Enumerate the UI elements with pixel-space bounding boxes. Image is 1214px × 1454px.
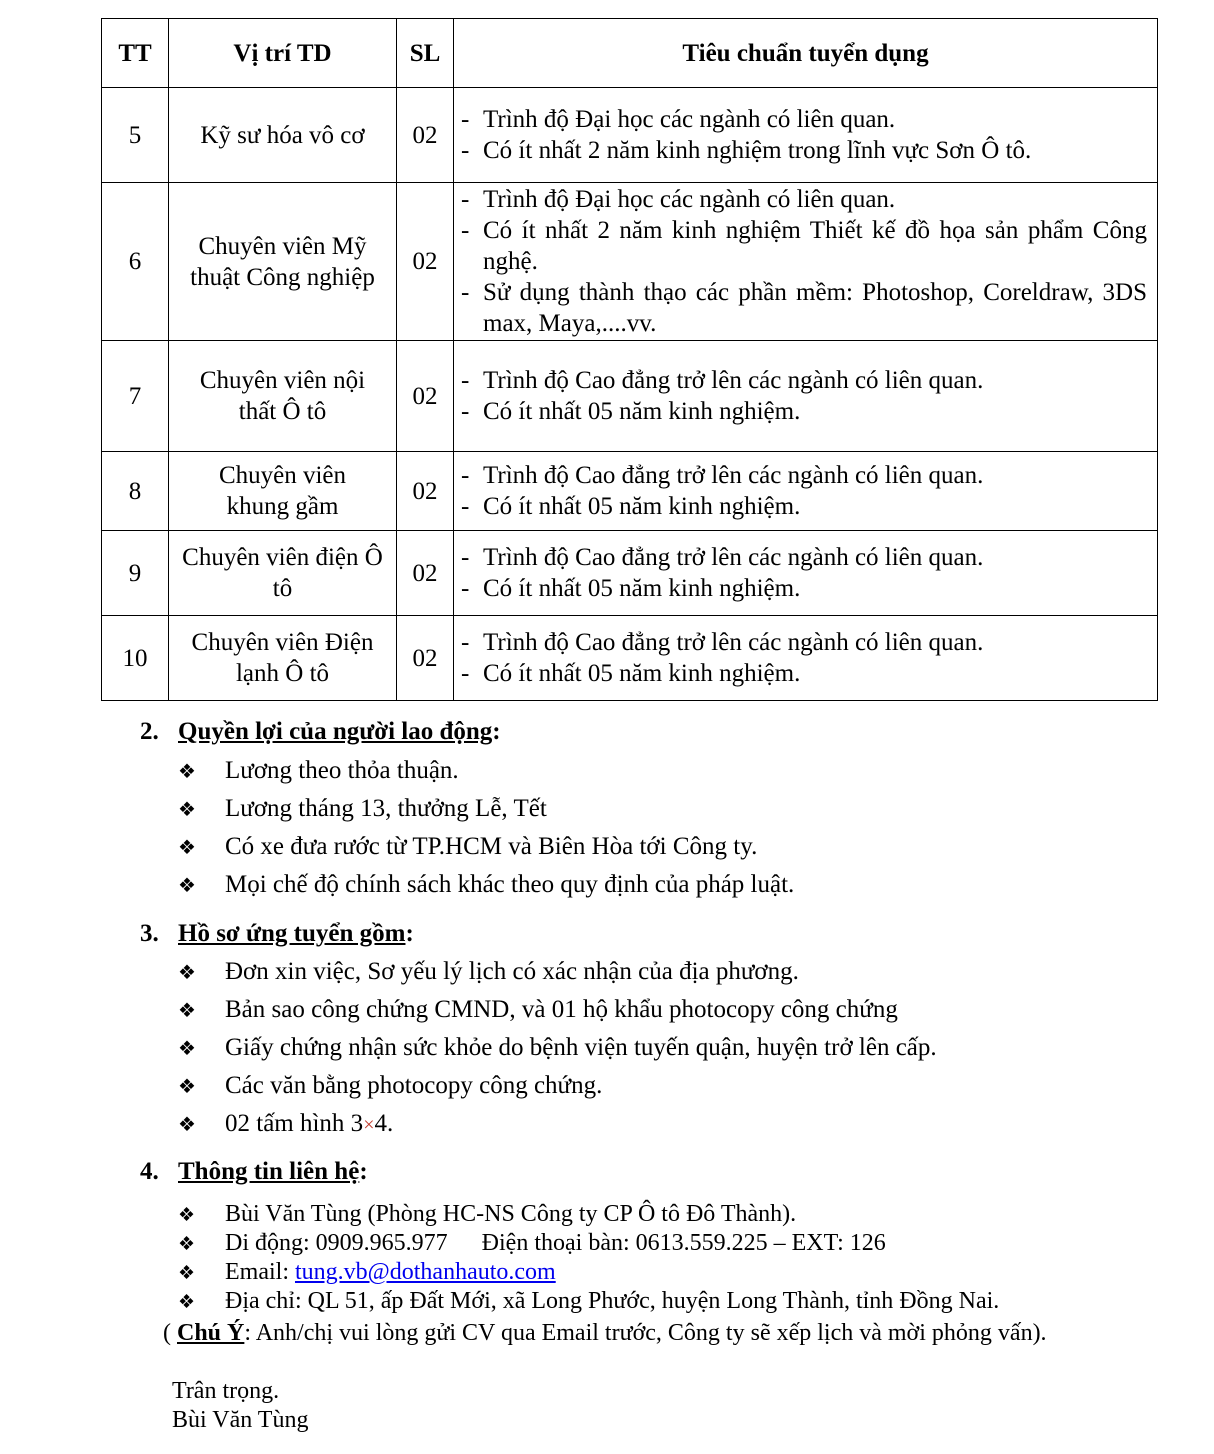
list-item [178, 1201, 999, 1230]
section-benefits-heading: 2. Quyền lợi của người lao động: [140, 718, 501, 745]
requirement-item: Có ít nhất 05 năm kinh nghiệm. [483, 493, 801, 520]
diamond-bullet-icon: ❖ [178, 1263, 196, 1284]
section-number: 4. [140, 1158, 159, 1185]
requirement-item: Trình độ Đại học các ngành có liên quan. [483, 106, 896, 133]
table-row [102, 531, 1158, 616]
diamond-bullet-icon: ❖ [178, 1000, 196, 1022]
row-position: Chuyên viên Điện lạnh Ô tô [169, 616, 397, 701]
table-row [102, 341, 1158, 452]
diamond-bullet-icon: ❖ [178, 1234, 196, 1255]
header-tt: TT [102, 19, 169, 88]
table-header-row [102, 19, 1158, 88]
list-item: ❖ Giấy chứng nhận sức khỏe do bệnh viện tuyến quận, huyện trở lên cấp. [178, 1034, 937, 1061]
section-contact-heading: 4. Thông tin liên hệ: [140, 1158, 368, 1185]
requirement-item: Có ít nhất 05 năm kinh nghiệm. [483, 575, 801, 602]
row-sl: 02 [397, 616, 454, 701]
requirement-item: Trình độ Cao đẳng trở lên các ngành có liên quan. [483, 544, 984, 571]
row-tt: 7 [102, 341, 169, 452]
diamond-bullet-icon: ❖ [178, 837, 196, 859]
row-position: Chuyên viên nội thất Ô tô [169, 341, 397, 452]
row-tt: 5 [102, 88, 169, 183]
table-row [102, 183, 1158, 341]
requirement-item: Có ít nhất 2 năm kinh nghiệm trong lĩnh vực Sơn Ô tô. [483, 137, 1032, 164]
times-sign: × [363, 1114, 375, 1136]
diamond-bullet-icon: ❖ [178, 1038, 196, 1060]
row-position: Chuyên viên điện Ô tô [169, 531, 397, 616]
table-row [102, 452, 1158, 531]
table-row [102, 616, 1158, 701]
row-position: Chuyên viên khung gầm [169, 452, 397, 531]
email-label: Email: [225, 1259, 295, 1285]
row-tt: 8 [102, 452, 169, 531]
contact-list [178, 1201, 999, 1317]
list-item: ❖ Lương theo thỏa thuận. [178, 757, 459, 784]
diamond-bullet-icon: ❖ [178, 1114, 196, 1136]
row-sl: 02 [397, 341, 454, 452]
row-position: Chuyên viên Mỹ thuật Công nghiệp [169, 183, 397, 341]
row-tt: 9 [102, 531, 169, 616]
list-item: ❖ Các văn bằng photocopy công chứng. [178, 1072, 603, 1099]
row-requirements: - Trình độ Đại học các ngành có liên quan. - Có ít nhất 2 năm kinh nghiệm trong lĩnh vực Sơn Ô tô. [454, 88, 1158, 183]
signature-name: Bùi Văn Tùng [172, 1407, 309, 1433]
requirement-item: Trình độ Cao đẳng trở lên các ngành có liên quan. [483, 367, 984, 394]
note-text: : Anh/chị vui lòng gửi CV qua Email trước, Công ty sẽ xếp lịch và mời phỏng vấn). [244, 1320, 1047, 1346]
row-requirements: - Trình độ Cao đẳng trở lên các ngành có liên quan. - Có ít nhất 05 năm kinh nghiệm. [454, 616, 1158, 701]
diamond-bullet-icon: ❖ [178, 799, 196, 821]
note-label: Chú Ý [177, 1320, 245, 1346]
recruitment-table [101, 18, 1158, 701]
contact-landline: Điện thoại bàn: 0613.559.225 – EXT: 126 [481, 1230, 886, 1256]
diamond-bullet-icon: ❖ [178, 962, 196, 984]
list-item: ❖ Mọi chế độ chính sách khác theo quy định của pháp luật. [178, 871, 795, 898]
list-item: ❖ Có xe đưa rước từ TP.HCM và Biên Hòa tới Công ty. [178, 833, 758, 860]
section-number: 2. [140, 718, 159, 745]
diamond-bullet-icon: ❖ [178, 875, 196, 897]
row-requirements: - Trình độ Đại học các ngành có liên quan. - Có ít nhất 2 năm kinh nghiệm Thiết kế đồ họa sản phẩm Công nghệ. - Sử dụng thành thạo các phần mềm: Photoshop, Coreldraw, 3DS max, Maya,....vv. [454, 183, 1158, 341]
contact-address: Địa chỉ: QL 51, ấp Đất Mới, xã Long Phước, huyện Long Thành, tỉnh Đồng Nai. [225, 1288, 1000, 1314]
row-sl: 02 [397, 183, 454, 341]
row-sl: 02 [397, 88, 454, 183]
section-title: Thông tin liên hệ [178, 1158, 360, 1185]
row-position: Kỹ sư hóa vô cơ [169, 88, 397, 183]
row-requirements: - Trình độ Cao đẳng trở lên các ngành có liên quan. - Có ít nhất 05 năm kinh nghiệm. [454, 531, 1158, 616]
header-position: Vị trí TD [169, 19, 397, 88]
requirement-item: Có ít nhất 2 năm kinh nghiệm Thiết kế đồ họa sản phẩm Công nghệ. [483, 217, 1147, 275]
row-tt: 6 [102, 183, 169, 341]
requirement-item: Trình độ Cao đẳng trở lên các ngành có liên quan. [483, 629, 984, 656]
diamond-bullet-icon: ❖ [178, 1076, 196, 1098]
closing-greeting: Trân trọng. [172, 1378, 280, 1404]
section-title: Hồ sơ ứng tuyển gồm [178, 920, 406, 947]
section-number: 3. [140, 920, 159, 947]
row-requirements: - Trình độ Cao đẳng trở lên các ngành có liên quan. - Có ít nhất 05 năm kinh nghiệm. [454, 341, 1158, 452]
benefits-list [178, 757, 794, 909]
row-tt: 10 [102, 616, 169, 701]
list-item [178, 1230, 999, 1259]
requirement-item: Sử dụng thành thạo các phần mềm: Photoshop, Coreldraw, 3DS max, Maya,....vv. [483, 279, 1147, 337]
requirement-item: Trình độ Cao đẳng trở lên các ngành có liên quan. [483, 462, 984, 489]
section-documents-heading: 3. Hồ sơ ứng tuyển gồm: [140, 920, 414, 947]
diamond-bullet-icon: ❖ [178, 1205, 196, 1226]
list-item [178, 1288, 999, 1317]
header-requirements: Tiêu chuẩn tuyển dụng [454, 19, 1158, 88]
table-row [102, 88, 1158, 183]
diamond-bullet-icon: ❖ [178, 761, 196, 783]
contact-person: Bùi Văn Tùng (Phòng HC-NS Công ty CP Ô tô Đô Thành). [225, 1201, 797, 1227]
section-title: Quyền lợi của người lao động [178, 718, 493, 745]
list-item: ❖ Lương tháng 13, thưởng Lễ, Tết [178, 795, 547, 822]
row-sl: 02 [397, 452, 454, 531]
email-link[interactable]: tung.vb@dothanhauto.com [294, 1259, 556, 1285]
list-item: ❖ Bản sao công chứng CMND, và 01 hộ khẩu photocopy công chứng [178, 996, 898, 1023]
header-sl: SL [397, 19, 454, 88]
documents-list [178, 958, 937, 1148]
row-requirements: - Trình độ Cao đẳng trở lên các ngành có liên quan. - Có ít nhất 05 năm kinh nghiệm. [454, 452, 1158, 531]
list-item: ❖ 02 tấm hình 3×4. [178, 1110, 394, 1137]
row-sl: 02 [397, 531, 454, 616]
note: ( Chú Ý: Anh/chị vui lòng gửi CV qua Email trước, Công ty sẽ xếp lịch và mời phỏng vấn). [163, 1320, 1047, 1346]
list-item [178, 1259, 999, 1288]
requirement-item: Trình độ Đại học các ngành có liên quan. [483, 186, 896, 213]
list-item: ❖ Đơn xin việc, Sơ yếu lý lịch có xác nhận của địa phương. [178, 958, 799, 985]
requirement-item: Có ít nhất 05 năm kinh nghiệm. [483, 398, 801, 425]
contact-mobile: Di động: 0909.965.977 [225, 1230, 448, 1256]
requirement-item: Có ít nhất 05 năm kinh nghiệm. [483, 660, 801, 687]
diamond-bullet-icon: ❖ [178, 1292, 196, 1313]
